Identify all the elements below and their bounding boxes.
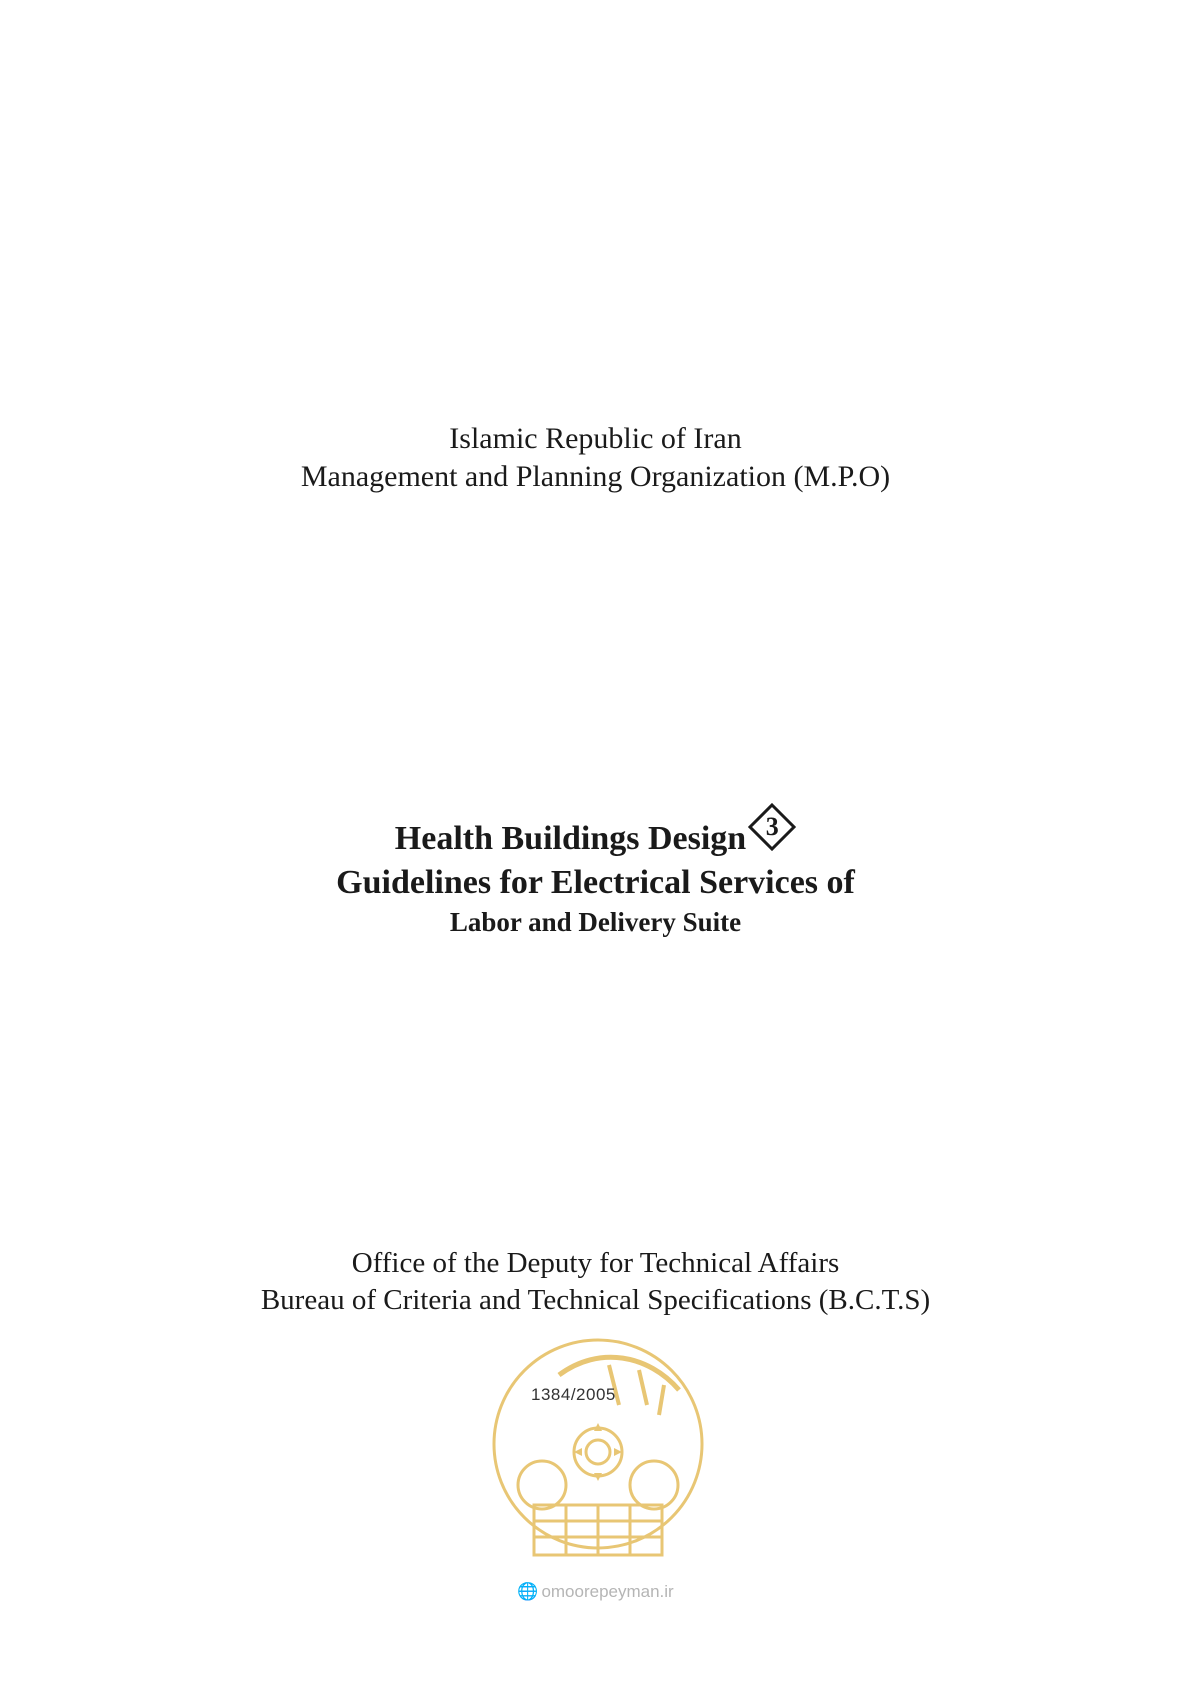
- title-line-1: [394, 812, 796, 863]
- office-name: Office of the Deputy for Technical Affairs: [351, 1247, 840, 1279]
- bureau-name: Bureau of Criteria and Technical Specifications (B.C.T.S): [260, 1284, 931, 1316]
- seal-year: 1384/2005: [531, 1385, 616, 1404]
- volume-number: 3: [765, 812, 779, 841]
- office-footer: [0, 1245, 1191, 1319]
- volume-badge: [748, 803, 796, 851]
- title-line-3: Labor and Delivery Suite: [449, 907, 742, 937]
- title-line-2: Guidelines for Electrical Services of: [336, 864, 855, 901]
- country-name: Islamic Republic of Iran: [449, 422, 742, 455]
- document-title: [0, 812, 1191, 941]
- organization-name: Management and Planning Organization (M.P.O): [300, 460, 891, 493]
- series-title: Health Buildings Design: [394, 820, 747, 857]
- publisher-header: [0, 420, 1191, 496]
- publisher-seal: [489, 1335, 707, 1575]
- website-url: omoorepeyman.ir: [541, 1582, 674, 1601]
- website-watermark: [0, 1582, 1191, 1602]
- globe-icon: 🌐: [517, 1582, 539, 1601]
- seal-emblem: [489, 1335, 707, 1575]
